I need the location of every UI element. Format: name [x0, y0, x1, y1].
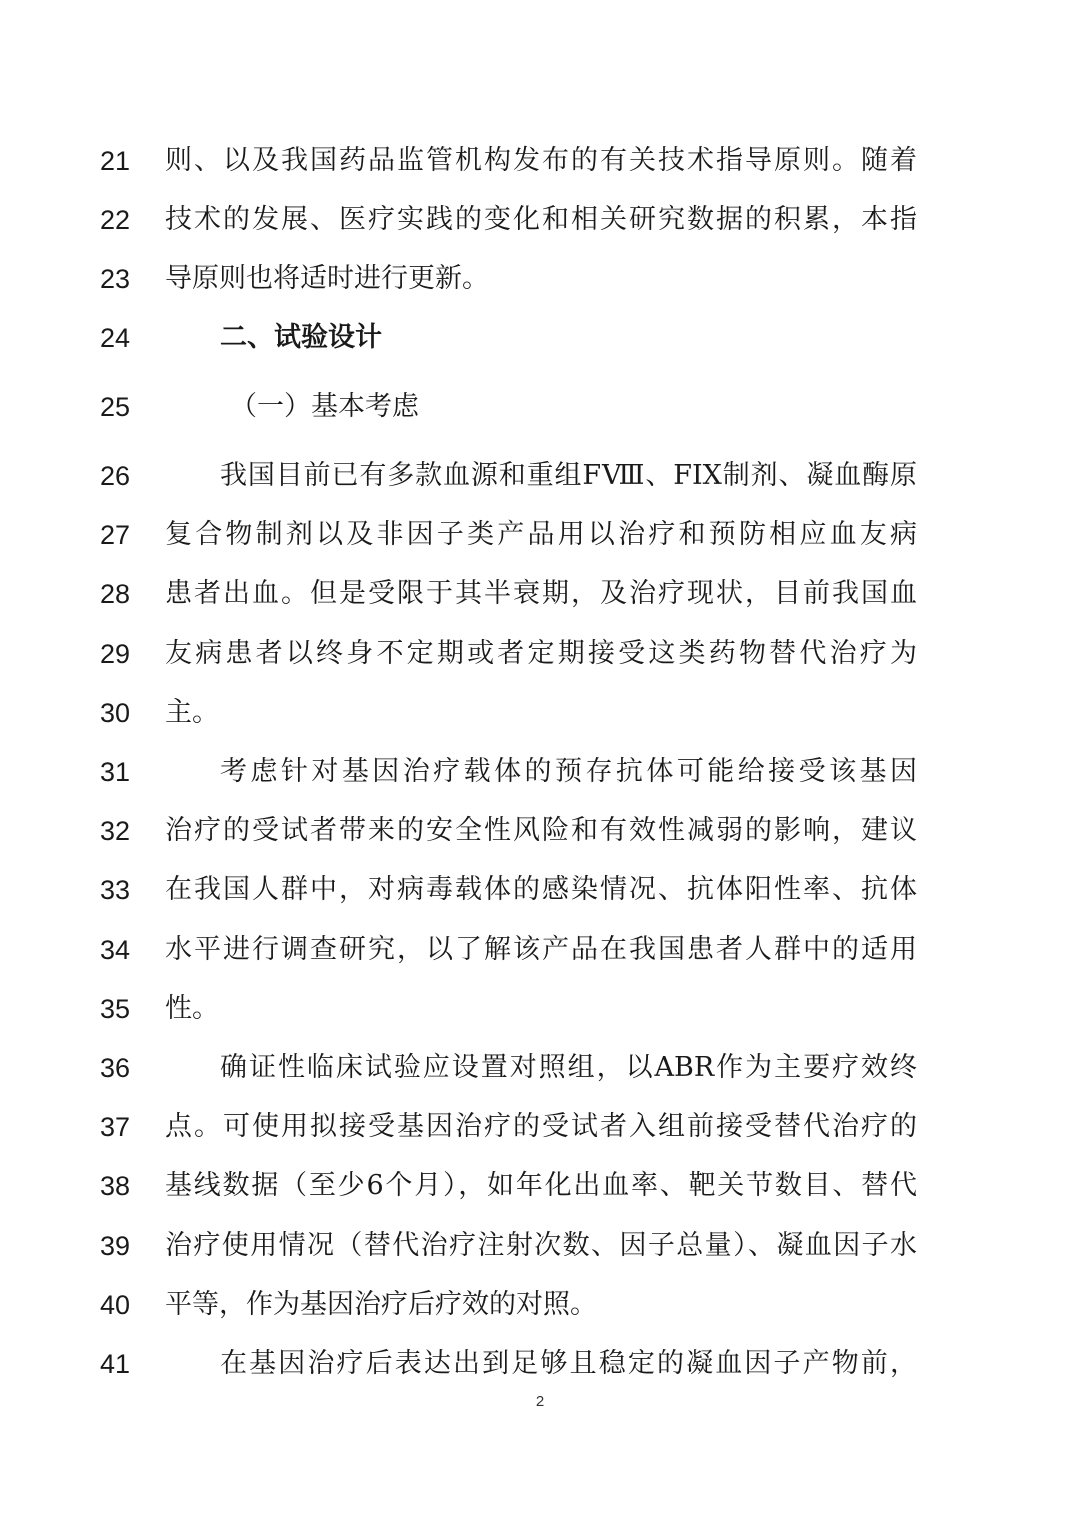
- text-line: [0, 139, 1080, 183]
- text-line: [0, 809, 1080, 853]
- section-heading: 二、试验设计: [220, 322, 382, 353]
- line-number: 25: [100, 392, 131, 422]
- text-line: [0, 987, 1080, 1031]
- line-number: 30: [100, 698, 131, 728]
- line-text: 治疗使用情况（替代治疗注射次数、因子总量）、凝血因子水: [165, 1230, 917, 1261]
- line-number: 34: [100, 935, 131, 965]
- text-line: [0, 257, 1080, 301]
- line-number: 33: [100, 875, 131, 905]
- subsection-heading-line: [0, 385, 1080, 429]
- line-number: 23: [100, 264, 131, 294]
- line-number: 22: [100, 205, 131, 235]
- line-text: 患者出血。但是受限于其半衰期，及治疗现状，目前我国血: [165, 578, 917, 609]
- text-line: [0, 454, 1080, 498]
- text-line: [0, 513, 1080, 557]
- line-text: 考虑针对基因治疗载体的预存抗体可能给接受该基因: [220, 756, 917, 787]
- text-line: [0, 632, 1080, 676]
- section-heading-line: [0, 316, 1080, 360]
- text-line: [0, 928, 1080, 972]
- line-number: 31: [100, 757, 131, 787]
- line-number: 35: [100, 994, 131, 1024]
- line-text: 主。: [165, 697, 219, 728]
- subsection-heading: （一）基本考虑: [230, 391, 419, 422]
- line-text: 确证性临床试验应设置对照组，以ABR作为主要疗效终: [220, 1052, 917, 1083]
- text-line: [0, 572, 1080, 616]
- line-text: 性。: [165, 993, 219, 1024]
- line-text: 友病患者以终身不定期或者定期接受这类药物替代治疗为: [165, 638, 917, 669]
- line-text: 导原则也将适时进行更新。: [165, 263, 489, 294]
- page-number: 2: [535, 1393, 545, 1410]
- text-line: [0, 868, 1080, 912]
- line-number: 28: [100, 579, 131, 609]
- line-text: 我国目前已有多款血源和重组FⅧ、FIX制剂、凝血酶原: [220, 460, 917, 491]
- line-number: 26: [100, 461, 131, 491]
- line-number: 24: [100, 323, 131, 353]
- line-number: 38: [100, 1171, 131, 1201]
- text-line: [0, 1164, 1080, 1208]
- line-text: 点。可使用拟接受基因治疗的受试者入组前接受替代治疗的: [165, 1111, 917, 1142]
- line-text: 在我国人群中，对病毒载体的感染情况、抗体阳性率、抗体: [165, 874, 917, 905]
- line-number: 29: [100, 639, 131, 669]
- line-text: 水平进行调查研究，以了解该产品在我国患者人群中的适用: [165, 934, 917, 965]
- line-text: 复合物制剂以及非因子类产品用以治疗和预防相应血友病: [165, 519, 917, 550]
- text-line: [0, 750, 1080, 794]
- text-line: [0, 1342, 1080, 1386]
- text-line: [0, 691, 1080, 735]
- line-text: 平等，作为基因治疗后疗效的对照。: [165, 1289, 597, 1320]
- line-text: 则、以及我国药品监管机构发布的有关技术指导原则。随着: [165, 145, 917, 176]
- line-text: 基线数据（至少6个月），如年化出血率、靶关节数目、替代: [165, 1170, 917, 1201]
- line-number: 32: [100, 816, 131, 846]
- line-number: 37: [100, 1112, 131, 1142]
- line-text: 技术的发展、医疗实践的变化和相关研究数据的积累，本指: [165, 204, 917, 235]
- line-number: 21: [100, 146, 131, 176]
- text-line: [0, 1046, 1080, 1090]
- text-line: [0, 1224, 1080, 1268]
- line-number: 40: [100, 1290, 131, 1320]
- line-number: 41: [100, 1349, 131, 1379]
- text-line: [0, 1283, 1080, 1327]
- line-number: 27: [100, 520, 131, 550]
- line-number: 39: [100, 1231, 131, 1261]
- line-text: 在基因治疗后表达出到足够且稳定的凝血因子产物前，: [220, 1348, 917, 1379]
- text-line: [0, 1105, 1080, 1149]
- line-number: 36: [100, 1053, 131, 1083]
- line-text: 治疗的受试者带来的安全性风险和有效性减弱的影响，建议: [165, 815, 917, 846]
- text-line: [0, 198, 1080, 242]
